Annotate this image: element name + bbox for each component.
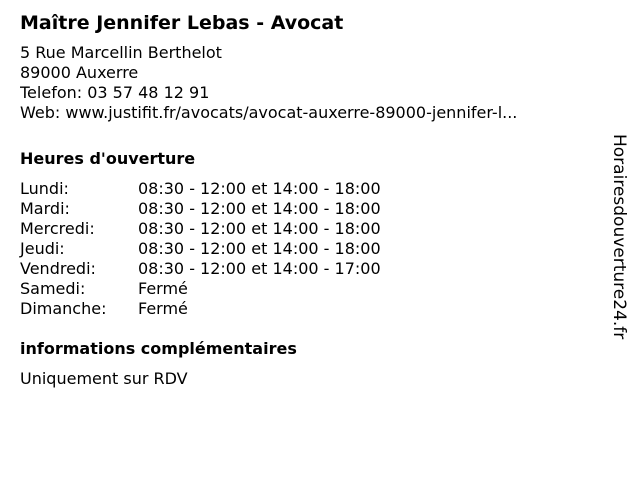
address-street: 5 Rue Marcellin Berthelot xyxy=(20,43,222,62)
day-label: Dimanche: xyxy=(20,299,107,318)
additional-info-text: Uniquement sur RDV xyxy=(20,369,188,388)
address-city: 89000 Auxerre xyxy=(20,63,139,82)
time-value: 08:30 - 12:00 et 14:00 - 18:00 xyxy=(138,239,381,258)
time-value: 08:30 - 12:00 et 14:00 - 17:00 xyxy=(138,259,381,278)
hours-row-thursday xyxy=(20,239,590,259)
business-card xyxy=(20,10,590,389)
day-label: Lundi: xyxy=(20,179,69,198)
day-label: Jeudi: xyxy=(20,239,65,258)
hours-row-wednesday xyxy=(20,219,590,239)
time-value: 08:30 - 12:00 et 14:00 - 18:00 xyxy=(138,199,381,218)
opening-hours-heading: Heures d'ouverture xyxy=(20,149,196,168)
additional-info-heading: informations complémentaires xyxy=(20,339,297,358)
hours-row-friday xyxy=(20,259,590,279)
hours-row-saturday xyxy=(20,279,590,299)
hours-row-sunday xyxy=(20,299,590,319)
business-name: Maître Jennifer Lebas - Avocat xyxy=(20,12,344,34)
time-value: Fermé xyxy=(138,279,188,298)
time-value: 08:30 - 12:00 et 14:00 - 18:00 xyxy=(138,179,381,198)
day-label: Vendredi: xyxy=(20,259,96,278)
day-label: Samedi: xyxy=(20,279,86,298)
day-label: Mercredi: xyxy=(20,219,95,238)
hours-row-monday xyxy=(20,179,590,199)
website-link[interactable]: Web: www.justifit.fr/avocats/avocat-auxerre-89000-jennifer-l... xyxy=(20,103,518,122)
phone-number[interactable]: Telefon: 03 57 48 12 91 xyxy=(20,83,210,102)
site-brand-watermark: Horairesdouverture24.fr xyxy=(609,134,629,340)
time-value: 08:30 - 12:00 et 14:00 - 18:00 xyxy=(138,219,381,238)
hours-row-tuesday xyxy=(20,199,590,219)
opening-hours-table xyxy=(20,179,590,319)
time-value: Fermé xyxy=(138,299,188,318)
day-label: Mardi: xyxy=(20,199,70,218)
